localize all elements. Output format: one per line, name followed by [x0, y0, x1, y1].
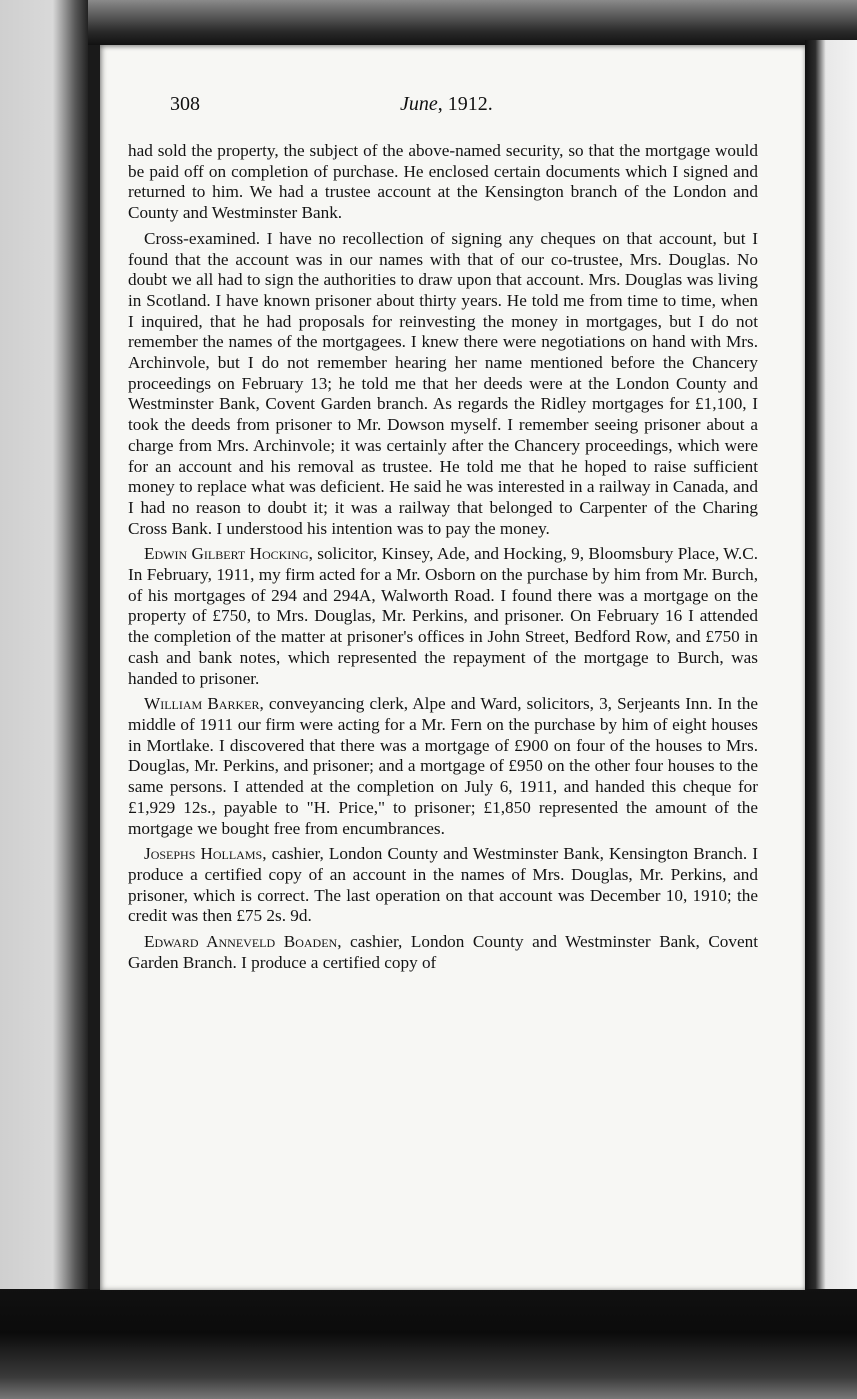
scan-border-right	[805, 40, 857, 1300]
paragraph-witness-barker	[128, 694, 758, 839]
paragraph-cross-examined	[128, 229, 758, 540]
page-number: 308	[170, 93, 200, 115]
running-title-year: , 1912.	[437, 93, 493, 115]
witness-name: Edward Anneveld Boaden	[144, 932, 338, 952]
scan-border-left	[0, 0, 88, 1399]
paragraph-text: , cashier, London County and Westminster Bank, Covent Garden Branch. I produce a certified copy of	[128, 932, 758, 972]
paragraph-witness-boaden	[128, 932, 758, 973]
body-text	[128, 141, 758, 978]
paragraph-text: had sold the property, the subject of the above-named security, so that the mortgage would be paid off on completion of purchase. He enclosed certain documents which I signed and returned to him. We had a trustee account at the Kensington branch of the London and County and Westminster Bank.	[128, 141, 758, 223]
scan-border-bottom	[0, 1289, 857, 1399]
witness-name: Josephs Hollams	[144, 844, 263, 864]
running-title-month: June	[400, 93, 438, 115]
witness-name: Edwin Gilbert Hocking	[144, 544, 309, 564]
paragraph-text: , solicitor, Kinsey, Ade, and Hocking, 9, Bloomsbury Place, W.C. In February, 1911, my firm acted for a Mr. Osborn on the purchase by him from Mr. Burch, of his mortgages of 294 and 294A, Walworth Road. I found there was a mortgage on the property of £750, to Mrs. Douglas, Mr. Perkins, and prisoner. On February 16 I attended the completion of the matter at prisoner's offices in John Street, Bedford Row, and £750 in cash and bank notes, which represented the repayment of the mortgage to Burch, was handed to prisoner.	[128, 544, 758, 688]
witness-name: William Barker	[144, 694, 260, 714]
paragraph-witness-hollams	[128, 844, 758, 927]
paragraph-text: Cross-examined. I have no recollection of signing any cheques on that account, but I found that the account was in our names with that of our co-trustee, Mrs. Douglas. No doubt we all had to sign the authorities to draw upon that account. Mrs. Douglas was living in Scotland. I have known prisoner about thirty years. He told me from time to time, when I inquired, that he had proposals for reinvesting the money in mortgages, but I do not remember the names of the mortgagees. I knew there were negotiations on hand with Mrs. Archinvole, but I do not remember hearing her name mentioned before the Chancery proceedings on February 13; he told me that her deeds were at the London County and Westminster Bank, Covent Garden branch. As regards the Ridley mortgages for £1,100, I took the deeds from prisoner to Mr. Dowson myself. I remember seeing prisoner about a charge from Mrs. Archinvole; it was certainly after the Chancery proceedings, which were for an account and his removal as trustee. He told me that he hoped to raise sufficient money to replace what was deficient. He said he was interested in a railway in Canada, and I had no reason to doubt it; it was a railway that belonged to Carpenter of the Charing Cross Bank. I understood his intention was to pay the money.	[128, 228, 758, 538]
paragraph-text: , cashier, London County and Westminster Bank, Kensington Branch. I produce a certified copy of an account in the names of Mrs. Douglas, Mr. Perkins, and prisoner, which is correct. The last operation on that account was December 10, 1910; the credit was then £75 2s. 9d.	[128, 844, 758, 926]
paragraph-witness-hocking	[128, 544, 758, 689]
paragraph-text: , conveyancing clerk, Alpe and Ward, solicitors, 3, Serjeants Inn. In the middle of 1911 our firm were acting for a Mr. Fern on the purchase by him of eight houses in Mortlake. I discovered that there was a mortgage of £900 on four of the houses to Mrs. Douglas, Mr. Perkins, and prisoner; and a mortgage of £950 on the other four houses to the same persons. I attended at the completion on July 6, 1911, and handed this cheque for £1,929 12s., payable to "H. Price," to prisoner; £1,850 represented the amount of the mortgage we bought free from encumbrances.	[128, 694, 758, 838]
scan-border-top	[0, 0, 857, 45]
running-head	[170, 93, 760, 119]
paragraph-continued	[128, 141, 758, 224]
running-title	[400, 93, 493, 116]
document-page	[100, 45, 805, 1290]
